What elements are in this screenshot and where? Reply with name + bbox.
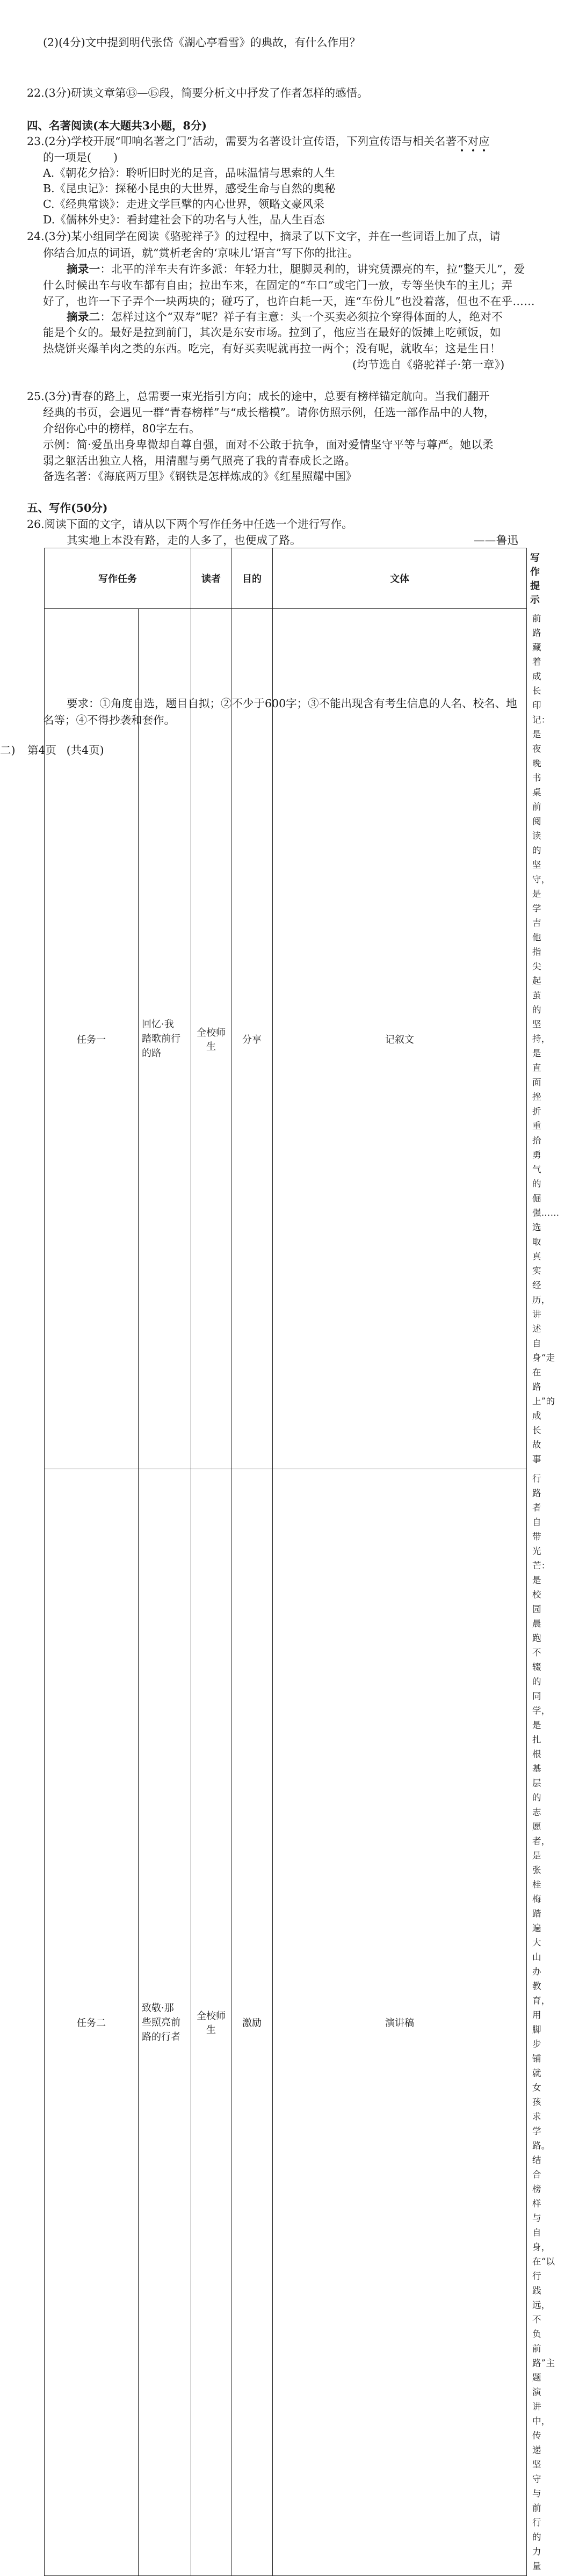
header-reader: 读者	[191, 548, 231, 609]
excerpt-1-line2: 什么时候出车与收车都有自由；拉出车来，在固定的“车口”或宅门一放，专等坐快车的主儿；弄	[43, 279, 513, 292]
task-purpose: 激励	[231, 1469, 273, 2576]
excerpt-2-line2: 能是个女的。最好是拉到前门，其次是东安市场。拉到了，他应当在最好的饭摊上吃顿饭，如	[43, 326, 501, 339]
question-21-2: (2)(4分)文中提到明代张岱《湖心亭看雪》的典故，有什么作用？	[43, 36, 361, 49]
task-genre: 演讲稿	[273, 1469, 527, 2576]
task-topic	[139, 609, 191, 1469]
task-topic	[139, 1469, 191, 2576]
question-24-line2: 你结合加点的词语，就“赏析老舍的‘京味儿’语言”写下你的批注。	[43, 246, 359, 259]
option-d: D.《儒林外史》：看封建社会下的功名与人性，品人生百态	[43, 213, 325, 226]
question-25-line3: 介绍你心中的榜样，80字左右。	[43, 422, 200, 435]
question-23-stem-line2: 的一项是( )	[43, 151, 118, 164]
excerpt-text: ：怎样过这个“双寿”呢？祥子有主意：头一个买卖必须拉个穿得体面的人，绝对不	[100, 310, 503, 323]
excerpt-2-line3: 热烧饼夹爆羊肉之类的东西。吃完，有好买卖呢就再拉一两个；没有呢，就收车；这是生日！	[43, 342, 501, 355]
example-line2: 弱之躯活出独立人格，用清醒与勇气照亮了我的青春成长之路。	[43, 454, 356, 467]
topic-line: 踏歌前行	[142, 1033, 180, 1044]
question-25-line1: 25.(3分)青春的路上，总需要一束光指引方向；成长的途中，总要有榜样锚定航向。当我们翻开	[27, 390, 490, 403]
question-24-line1: 24.(3分)某小组同学在阅读《骆驼祥子》的过程中，摘录了以下文字，并在一些词语上加了点，请	[27, 230, 501, 243]
question-26-stem: 26.阅读下面的文字，请从以下两个写作任务中任选一个进行写作。	[27, 518, 353, 531]
quote-author: ——鲁迅	[474, 534, 519, 547]
question-22: 22.(3分)研读文章第⑬—⑮段，简要分析文中抒发了作者怎样的感悟。	[27, 86, 368, 99]
excerpt-label: 摘录二	[67, 310, 100, 323]
question-23-stem-text: 23.(2分)学校开展“叩响名著之门”活动，需要为名著设计宣传语，下列宣传语与相关名著	[27, 135, 457, 148]
header-purpose: 目的	[231, 548, 273, 609]
requirements-line1: 要求：①角度自选，题目自拟；②不少于600字；③不能出现含有考生信息的人名、校名、地	[67, 697, 517, 710]
header-task: 写作任务	[45, 548, 191, 609]
task-name: 任务一	[45, 609, 139, 1469]
topic-line: 回忆·我	[142, 1019, 174, 1030]
excerpt-source: (均节选自《骆驼祥子·第一章》)	[352, 358, 505, 371]
header-genre: 文体	[273, 548, 527, 609]
topic-line: 的路	[142, 1048, 161, 1059]
excerpt-text: ：北平的洋车夫有许多派：年轻力壮，腿脚灵利的，讲究赁漂亮的车，拉“整天儿”，爱	[100, 263, 525, 275]
option-c: C.《经典常谈》：走进文学巨擘的内心世界，领略文豪风采	[43, 198, 324, 211]
requirements-line2: 名等；④不得抄袭和套作。	[43, 714, 175, 727]
task-reader: 全校师生	[191, 1469, 231, 2576]
option-a: A.《朝花夕拾》：聆听旧时光的足音，品味温情与思索的人生	[43, 166, 336, 179]
topic-line: 路的行者	[142, 2031, 180, 2043]
excerpt-1-line3: 好了，也许一下子弄个一块两块的；碰巧了，也许白耗一天，连“车份儿”也没着落，但也不在乎……	[43, 295, 535, 308]
page-total: (共4页)	[66, 744, 104, 757]
excerpt-label: 摘录一	[67, 263, 100, 275]
excerpt-2-line1	[67, 310, 503, 324]
option-b: B.《昆虫记》：探秘小昆虫的大世界，感受生命与自然的奥秘	[43, 182, 336, 195]
table-row: 任务一 回忆·我 踏歌前行 的路 全校师生 分享 记叙文 前路藏着成长印记：是夜晚书桌前阅读的坚守，是学吉 他指尖起茧的坚持，是直面挫折重拾勇气的倔强…… 选取真实经历，讲述自身“走在路上”的成长故事	[45, 609, 527, 1469]
footer	[0, 743, 104, 757]
task-genre: 记叙文	[273, 609, 527, 1469]
section-5-title: 五、写作(50分)	[27, 502, 108, 514]
example-line1: 示例：简·爱虽出身卑微却自尊自强，面对不公敢于抗争，面对爱情坚守平等与尊严。她以柔	[43, 438, 494, 451]
excerpt-1-line1	[67, 262, 525, 276]
emphasis-char: 对	[467, 135, 479, 148]
task-name: 任务二	[45, 1469, 139, 2576]
quote: 其实地上本没有路，走的人多了，也便成了路。	[67, 534, 301, 547]
section-4-title: 四、名著阅读(本大题共3小题，8分)	[27, 119, 207, 132]
topic-line: 些照亮前	[142, 2016, 180, 2028]
question-25-line2: 经典的书页，会遇见一群“青春榜样”与“成长楷模”。请你仿照示例，任选一部作品中的人物，	[43, 406, 495, 419]
writing-task-table	[44, 548, 560, 2576]
question-23-stem-line1	[27, 134, 490, 148]
emphasis-char: 应	[479, 135, 490, 148]
footer-fragment: 二)	[0, 744, 16, 757]
task-purpose: 分享	[231, 609, 273, 1469]
emphasis-char: 不	[457, 135, 468, 148]
task-reader: 全校师生	[191, 609, 231, 1469]
table-row: 任务二 致敬·那 些照亮前 路的行者 全校师生 激励 演讲稿 行路者自带光芒：是校园晨跑不辍的同学，是扎根基层 的志愿者，是张桂梅踏遍大山办教育，用脚步铺就女孩 求学路。结合榜样与自身，在“以行践远，不负前路”主 题演讲中，传递坚守与前行的力量	[45, 1469, 527, 2576]
table-header-row: 写作任务 读者 目的 文体 写作提示	[45, 548, 527, 609]
topic-line: 致敬·那	[142, 2002, 174, 2014]
page-number: 第4页	[27, 744, 57, 757]
candidate-books: 备选名著：《海底两万里》《钢铁是怎样炼成的》《红星照耀中国》	[43, 470, 357, 483]
